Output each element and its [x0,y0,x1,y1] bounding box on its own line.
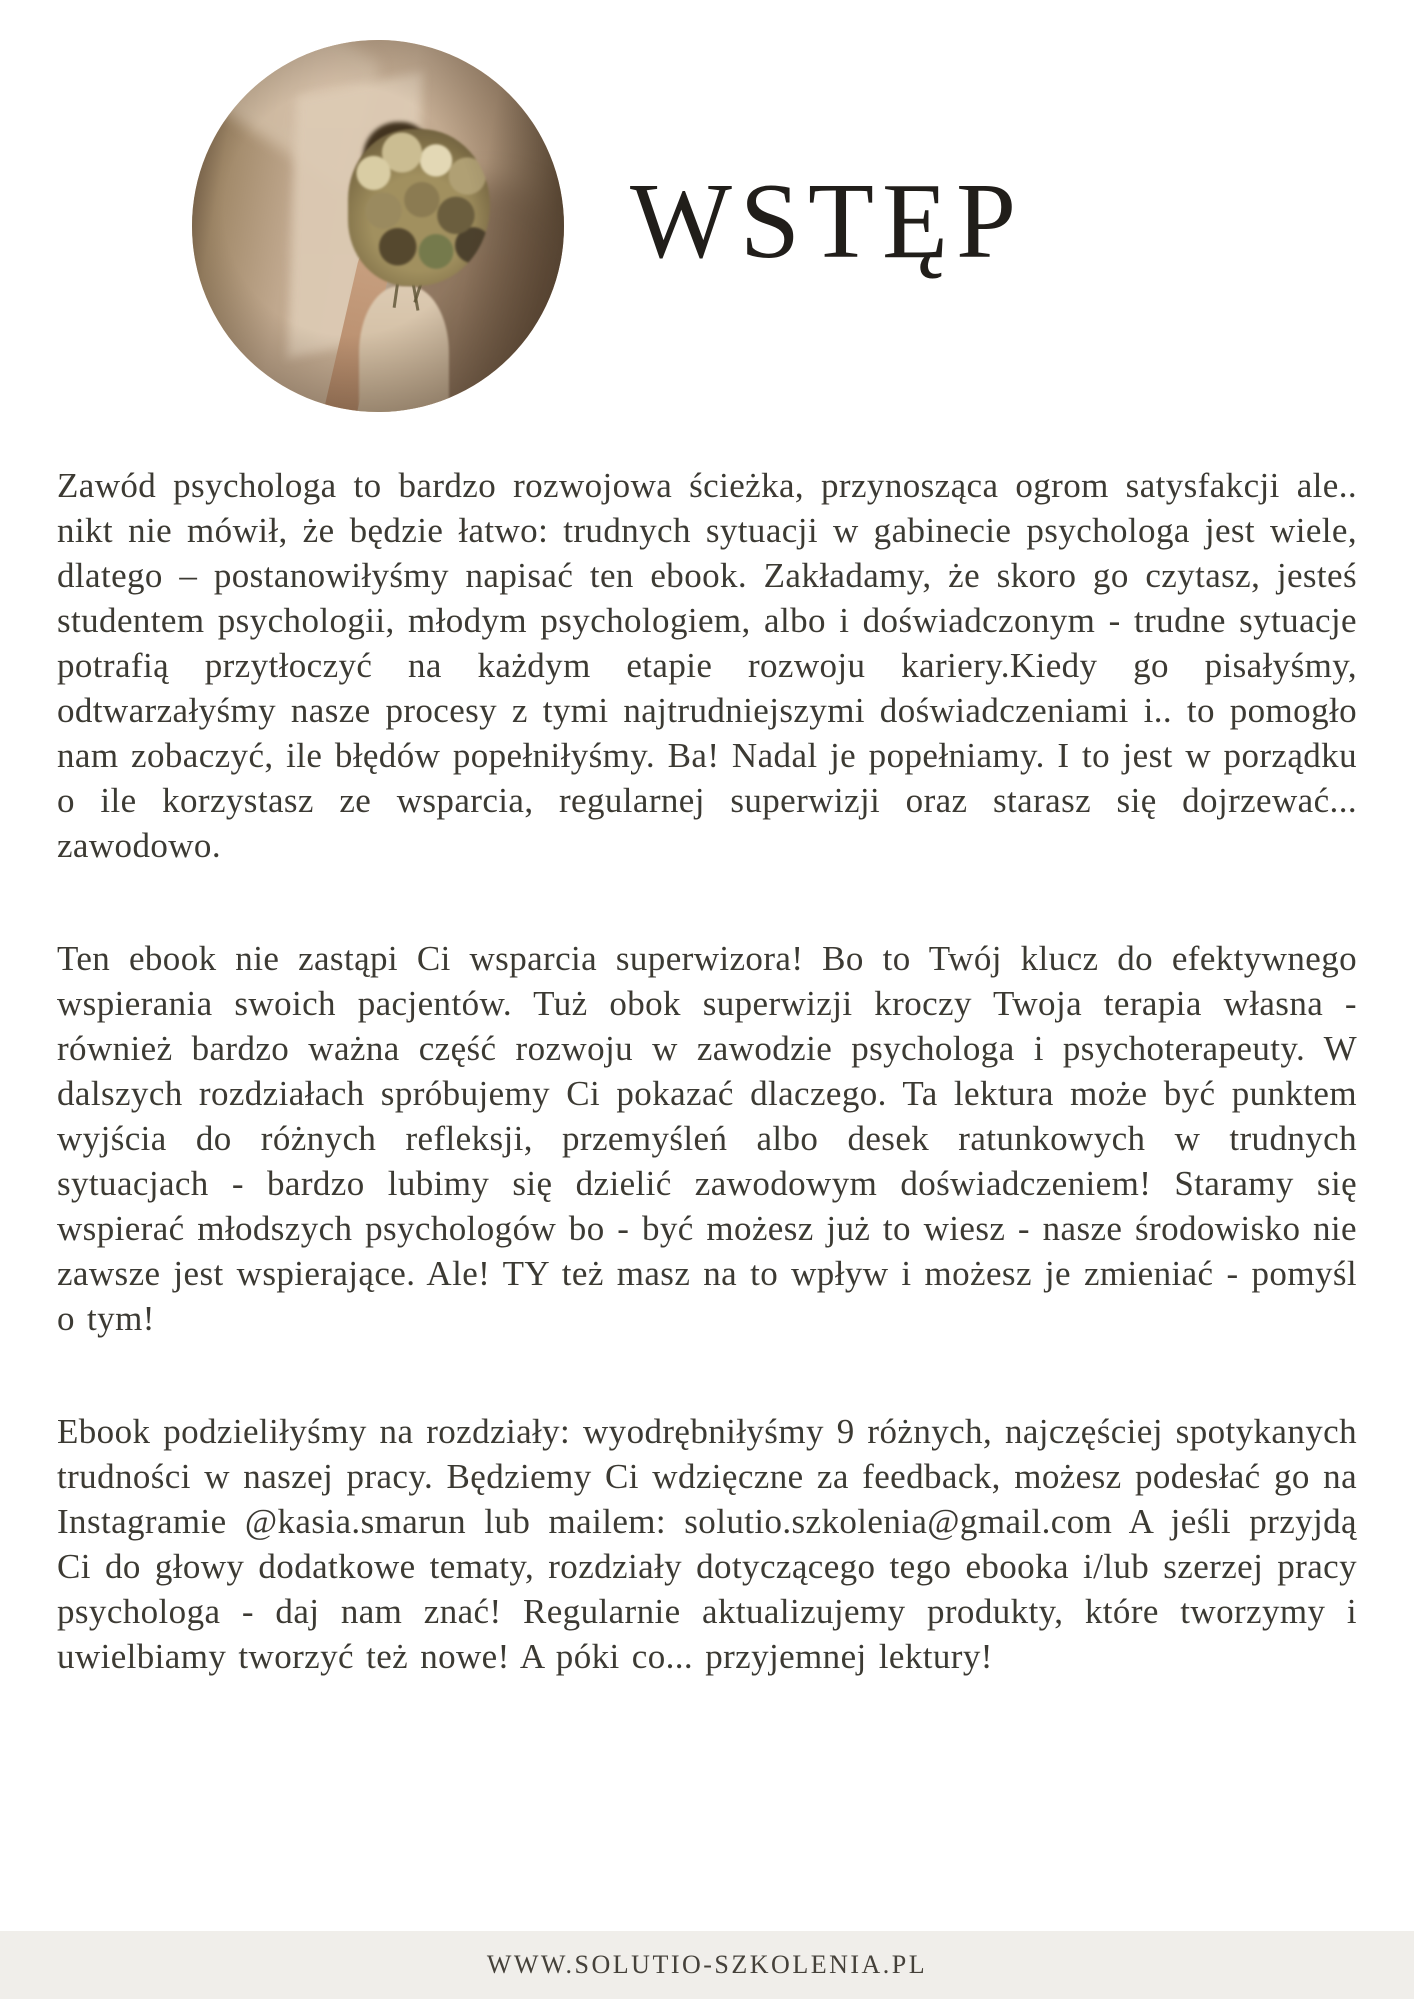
page-title: WSTĘP [630,162,1025,281]
footer-website-text: WWW.SOLUTIO-SZKOLENIA.PL [486,1950,928,1979]
hero-photo-circle [192,40,564,412]
photo-vignette [192,40,564,412]
paragraph-supervision: Ten ebook nie zastąpi Ci wsparcia superwizora! Bo to Twój klucz do efektywnego wspierania swoich pacjentów. Tuż obok superwizji kroczy Twoja terapia własna - również bardzo ważna część rozwoju w zawodzie psychologa i psychoterapeuty. W dalszych rozdziałach spróbujemy Ci pokazać dlaczego. Ta lektura może być punktem wyjścia do różnych refleksji, przemyśleń albo desek ratunkowych w trudnych sytuacjach - bardzo lubimy się dzielić zawodowym doświadczeniem! Staramy się wspierać młodszych psychologów bo - być możesz już to wiesz - nasze środowisko nie zawsze jest wspierające. Ale! TY też masz na to wpływ i możesz je zmieniać - pomyśl o tym! [57,939,1357,1338]
paragraph-chapters-feedback: Ebook podzieliłyśmy na rozdziały: wyodrębniłyśmy 9 różnych, najczęściej spotykanych trudności w naszej pracy. Będziemy Ci wdzięczne za feedback, możesz podesłać go na Instagramie @kasia.smarun lub mailem: solutio.szkolenia@gmail.com A jeśli przyjdą Ci do głowy dodatkowe tematy, rozdziały dotyczącego tego ebooka i/lub szerzej pracy psychologa - daj nam znać! Regularnie aktualizujemy produkty, które tworzymy i uwielbiamy tworzyć też nowe! A póki co... przyjemnej lektury! [57,1412,1357,1676]
chapter-body [57,463,1357,1679]
paragraph-intro: Zawód psychologa to bardzo rozwojowa ścieżka, przynosząca ogrom satysfakcji ale.. nikt nie mówił, że będzie łatwo: trudnych sytuacji w gabinecie psychologa jest wiele, dlatego – postanowiłyśmy napisać ten ebook. Zakładamy, że skoro go czytasz, jesteś studentem psychologii, młodym psychologiem, albo i doświadczonym - trudne sytuacje potrafią przytłoczyć na każdym etapie rozwoju kariery.Kiedy go pisałyśmy, odtwarzałyśmy nasze procesy z tymi najtrudniejszymi doświadczeniami i.. to pomogło nam zobaczyć, ile błędów popełniłyśmy. Ba! Nadal je popełniamy. I to jest w porządku o ile korzystasz ze wsparcia, regularnej superwizji oraz starasz się dojrzewać... zawodowo. [57,466,1357,865]
page-footer [0,1931,1414,1999]
